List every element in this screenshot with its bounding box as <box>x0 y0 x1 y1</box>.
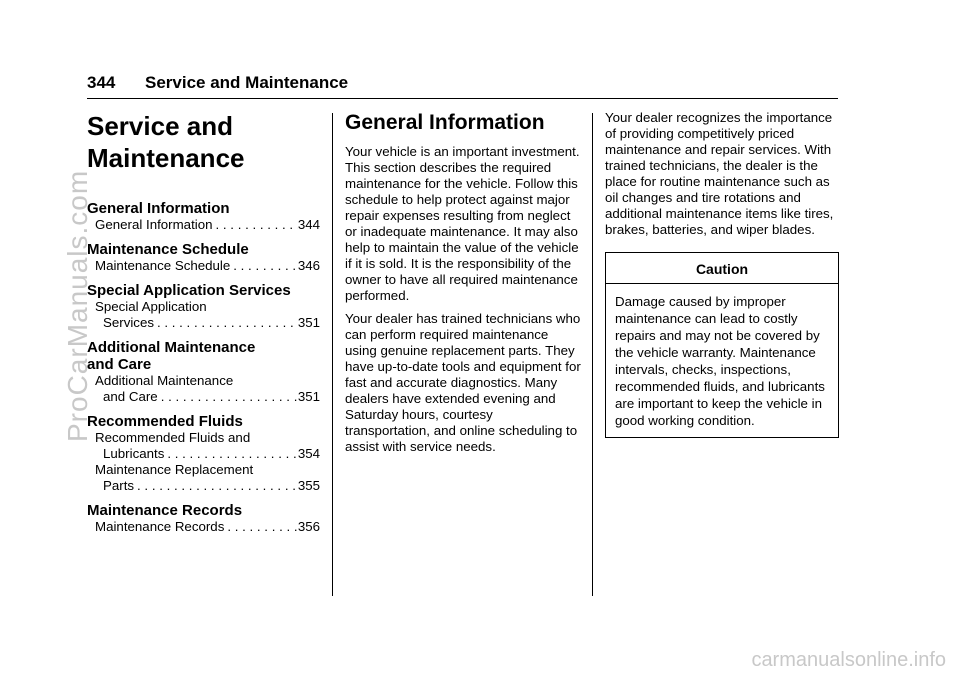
toc-heading[interactable]: Maintenance Schedule <box>87 241 249 258</box>
toc-leader-dots <box>213 217 298 233</box>
toc-entry[interactable] <box>87 258 320 274</box>
toc-page-number: 344 <box>297 217 320 232</box>
toc-heading[interactable]: Recommended Fluids <box>87 413 243 430</box>
toc-page-number: 351 <box>297 315 320 330</box>
toc-page-number: 356 <box>297 519 320 534</box>
toc-leader-dots <box>164 446 297 462</box>
chapter-title: Service and Maintenance <box>87 111 245 173</box>
toc-entry-label: Maintenance Replacement <box>95 462 254 477</box>
toc-section <box>87 241 320 274</box>
toc-entry[interactable] <box>87 299 320 331</box>
toc-entry-label: Recommended Fluids and <box>95 430 251 445</box>
toc-entry-label: Maintenance Records <box>95 519 225 534</box>
toc-heading[interactable]: Additional Maintenance and Care <box>87 339 256 373</box>
toc-entry-label: Maintenance Schedule <box>95 258 231 273</box>
toc-page-number: 354 <box>297 446 320 461</box>
toc-section <box>87 200 320 233</box>
toc-section <box>87 502 320 535</box>
table-of-contents <box>87 200 320 535</box>
toc-entry-label: Parts <box>103 478 135 493</box>
toc-leader-dots <box>134 478 298 494</box>
toc-entry-label: General Information <box>95 217 213 232</box>
toc-entry[interactable] <box>87 217 320 233</box>
toc-heading[interactable]: Special Application Services <box>87 282 291 299</box>
toc-section <box>87 413 320 494</box>
watermark-left: ProCarManuals.com <box>62 169 93 442</box>
toc-entry-label: Services <box>103 315 154 330</box>
toc-leader-dots <box>158 389 298 405</box>
toc-column <box>87 110 320 543</box>
general-information-column <box>345 110 581 462</box>
caution-text: Damage caused by improper maintenance can lead to costly repairs and may not be covered by the vehicle warranty. Maintenance intervals, checks, inspections, recommended fluids, and lubricants are important to keep the vehicle in good working condition. <box>615 294 825 428</box>
page-header <box>87 72 838 99</box>
toc-entry-label: Lubricants <box>103 446 165 461</box>
toc-leader-dots <box>230 258 298 274</box>
toc-page-number: 346 <box>297 258 320 273</box>
watermark-bottom: carmanualsonline.info <box>751 649 946 671</box>
toc-entry-label: Additional Maintenance <box>95 373 234 388</box>
toc-section <box>87 339 320 405</box>
toc-entry-label: Special Application <box>95 299 207 314</box>
toc-entry[interactable] <box>87 462 320 494</box>
dealer-column <box>605 110 839 438</box>
running-title: Service and Maintenance <box>145 73 349 92</box>
paragraph: Your dealer recognizes the importance of providing competitively priced maintenance and repair services. With trained technicians, the dealer is the place for routine maintenance such as oil changes and tire rotations and additional maintenance items like tires, brakes, batteries, and wiper blades. <box>605 110 834 237</box>
column-divider <box>332 113 333 596</box>
toc-entry-label: and Care <box>103 389 158 404</box>
toc-leader-dots <box>224 519 297 535</box>
section-title: General Information <box>345 111 545 134</box>
paragraph: Your dealer has trained technicians who can perform required maintenance using genuine replacement parts. They have up-to-date tools and equipment for fast and accurate diagnostics. Many dealers have extended evening and Saturday hours, courtesy transportation, and online scheduling to assist with service needs. <box>345 311 581 454</box>
page-number: 344 <box>87 73 116 92</box>
caution-box <box>605 252 839 438</box>
toc-entry[interactable] <box>87 373 320 405</box>
toc-section <box>87 282 320 331</box>
column-divider <box>592 113 593 596</box>
toc-page-number: 355 <box>297 478 320 493</box>
toc-heading[interactable]: Maintenance Records <box>87 502 243 519</box>
paragraph: Your vehicle is an important investment. This section describes the required maintenance for the vehicle. Follow this schedule to help protect against major repair expenses resulting from neglect or inadequate maintenance. It may also help to maintain the value of the vehicle if it is sold. It is the responsibility of the owner to have all required maintenance performed. <box>345 144 580 303</box>
toc-leader-dots <box>154 315 298 331</box>
toc-heading[interactable]: General Information <box>87 200 230 217</box>
toc-entry[interactable] <box>87 519 320 535</box>
toc-page-number: 351 <box>297 389 320 404</box>
toc-entry[interactable] <box>87 430 320 462</box>
caution-heading: Caution <box>606 253 838 284</box>
